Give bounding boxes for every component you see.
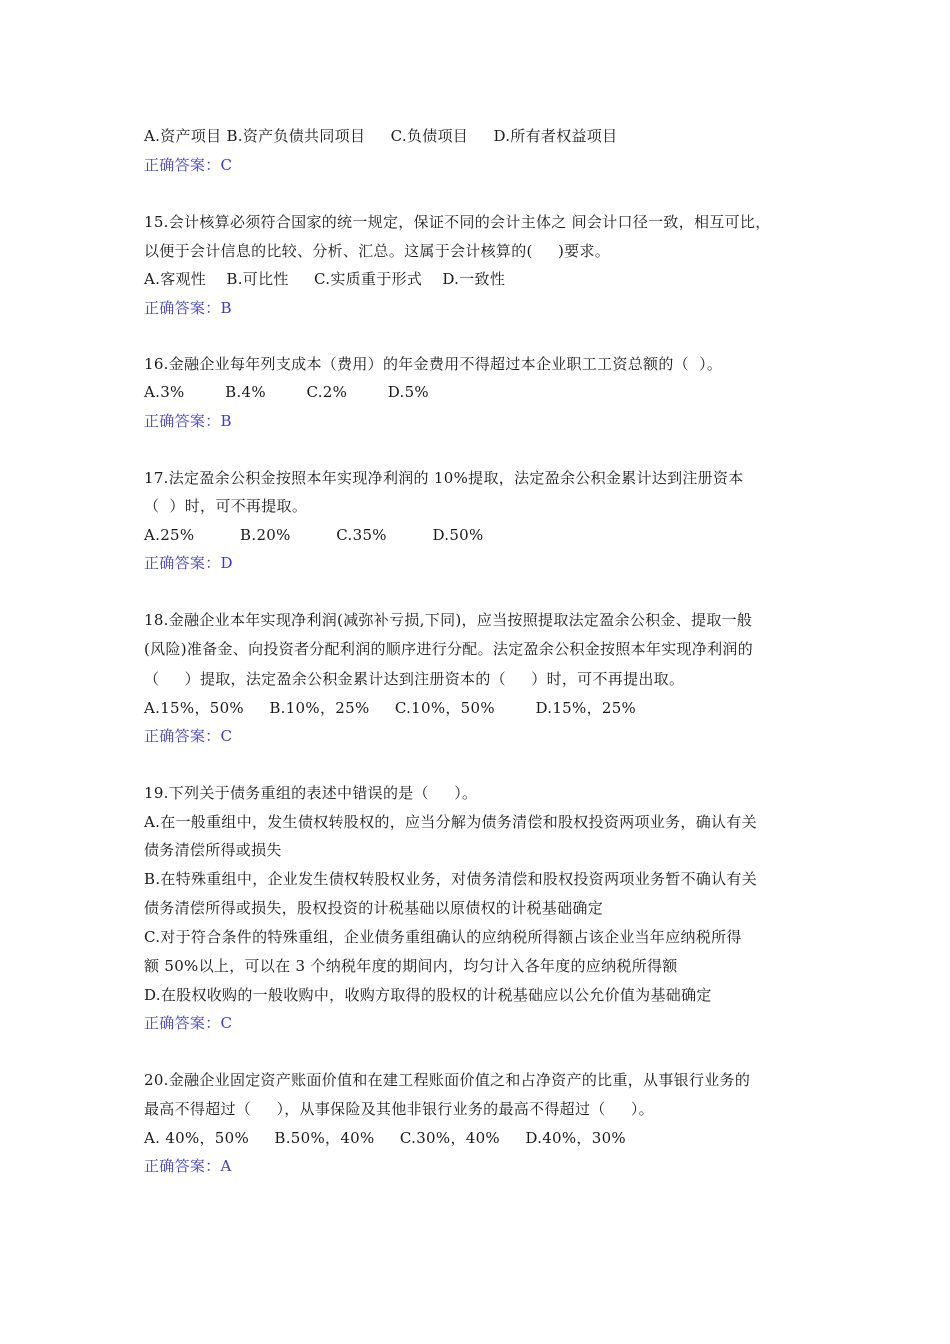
q15-answer: 正确答案：B xyxy=(144,299,232,317)
q20-question-line2: 最高不得超过（ ），从事保险及其他非银行业务的最高不得超过（ ）。 xyxy=(144,1100,654,1118)
q19-option-b-line2: 债务清偿所得或损失，股权投资的计税基础以原债权的计税基础确定 xyxy=(144,899,604,917)
q19-option-a-line1: A.在一般重组中，发生债权转股权的，应当分解为债务清偿和股权投资两项业务，确认有关 xyxy=(144,813,757,831)
q18-answer: 正确答案：C xyxy=(144,727,233,745)
q19-option-c-line1: C.对于符合条件的特殊重组，企业债务重组确认的应纳税所得额占该企业当年应纳税所得 xyxy=(144,928,742,946)
q15-question-line2: 以便于会计信息的比较、分析、汇总。这属于会计核算的( )要求。 xyxy=(144,242,611,260)
q17-question-line2: （ ）时，可不再提取。 xyxy=(144,497,308,515)
q18-question-line3: （ ）提取，法定盈余公积金累计达到注册资本的（ ）时，可不再提出取。 xyxy=(144,670,685,688)
q20-answer: 正确答案：A xyxy=(144,1157,232,1175)
q19-question-line1: 19.下列关于债务重组的表述中错误的是（ ）。 xyxy=(144,784,478,802)
q19-answer: 正确答案：C xyxy=(144,1014,233,1032)
q20-question-line1: 20.金融企业固定资产账面价值和在建工程账面价值之和占净资产的比重，从事银行业务的 xyxy=(144,1071,751,1089)
q17-answer: 正确答案：D xyxy=(144,554,233,572)
q17-question-line1: 17.法定盈余公积金按照本年实现净利润的 10%提取，法定盈余公积金累计达到注册资本 xyxy=(144,469,744,487)
q18-question-line1: 18.金融企业本年实现净利润(减弥补亏损,下同)，应当按照提取法定盈余公积金、提取一般 xyxy=(144,611,753,629)
q18-question-line2: (风险)准备金、向投资者分配利润的顺序进行分配。法定盈余公积金按照本年实现净利润的 xyxy=(144,640,754,658)
q19-option-d-line1: D.在股权收购的一般收购中，收购方取得的股权的计税基础应以公允价值为基础确定 xyxy=(144,986,712,1004)
q18-options: A.15%，50% B.10%，25% C.10%，50% D.15%，25% xyxy=(144,699,637,717)
q20-options: A. 40%，50% B.50%，40% C.30%，40% D.40%，30% xyxy=(144,1129,626,1147)
q14-options: A.资产项目 B.资产负债共同项目 C.负债项目 D.所有者权益项目 xyxy=(144,127,618,145)
q16-answer: 正确答案：B xyxy=(144,412,232,430)
q14-answer: 正确答案：C xyxy=(144,156,233,174)
q17-options: A.25% B.20% C.35% D.50% xyxy=(144,526,484,544)
q16-options: A.3% B.4% C.2% D.5% xyxy=(144,383,429,401)
q19-option-b-line1: B.在特殊重组中，企业发生债权转股权业务，对债务清偿和股权投资两项业务暂不确认有关 xyxy=(144,870,758,888)
q15-question-line1: 15.会计核算必须符合国家的统一规定，保证不同的会计主体之 间会计口径一致，相互可比， xyxy=(144,213,771,231)
q19-option-c-line2: 额 50%以上，可以在 3 个纳税年度的期间内，均匀计入各年度的应纳税所得额 xyxy=(144,957,678,975)
q16-question-line1: 16.金融企业每年列支成本（费用）的年金费用不得超过本企业职工工资总额的（ ）。 xyxy=(144,355,723,373)
q19-option-a-line2: 债务清偿所得或损失 xyxy=(144,841,282,859)
q15-options: A.客观性 B.可比性 C.实质重于形式 D.一致性 xyxy=(144,270,506,288)
